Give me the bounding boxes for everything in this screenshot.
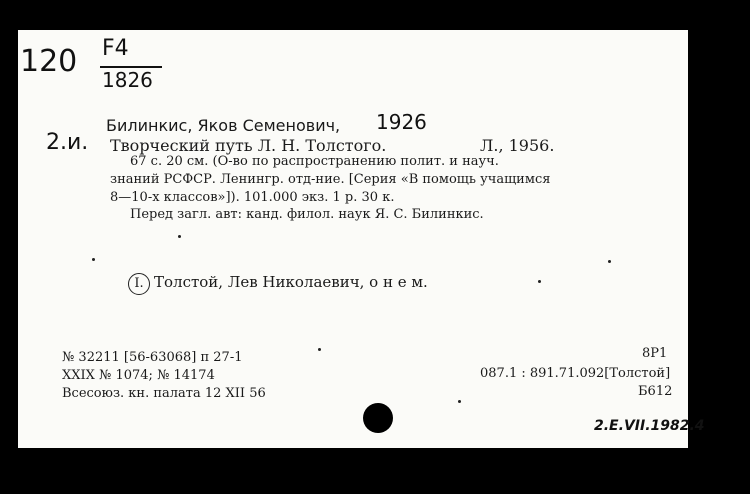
speck: [92, 258, 95, 261]
class-author-mark: Б612: [638, 384, 673, 399]
class-number: 087.1 : 891.71.092[Толстой]: [480, 366, 671, 381]
registry-line-3: Всесоюз. кн. палата 12 XII 56: [62, 386, 266, 401]
description-line-1: 67 с. 20 см. (О-во по распространению полит. и науч.: [130, 154, 499, 169]
handwritten-date-stamp: 2.Е.VII.1982.4: [594, 418, 705, 434]
speck: [458, 400, 461, 403]
speck: [608, 260, 611, 263]
handwritten-note: 2.и.: [46, 130, 89, 155]
author-name: Билинкис, Яков Семенович,: [106, 116, 341, 135]
book-title: Творческий путь Л. Н. Толстого.: [110, 136, 387, 155]
subject-number-marker: I.: [128, 273, 150, 295]
registry-line-2: XXIX № 1074; № 14174: [62, 368, 215, 383]
description-line-3: 8—10-х классов»]). 101.000 экз. 1 р. 30 к.: [110, 190, 395, 205]
handwritten-year: 1926: [376, 110, 427, 134]
catalog-card: [18, 30, 705, 448]
speck: [178, 235, 181, 238]
handwritten-call-number: 120: [20, 44, 78, 79]
ink-blot: [363, 403, 393, 433]
handwritten-code-bottom: 1826: [102, 68, 153, 92]
registry-line-1: № 32211 [56-63068] п 27-1: [62, 350, 243, 365]
subject-heading: [128, 273, 428, 295]
handwritten-code-top: F4: [102, 36, 129, 61]
speck: [318, 348, 321, 351]
speck: [538, 280, 541, 283]
description-line-2: знаний РСФСР. Ленингр. отд-ние. [Серия «В помощь учащимся: [110, 172, 551, 187]
subject-text: Толстой, Лев Николаевич, о н е м.: [154, 273, 428, 291]
description-line-4: Перед загл. авт: канд. филол. наук Я. С. Билинкис.: [130, 207, 484, 222]
class-code: 8P1: [642, 346, 668, 361]
imprint: Л., 1956.: [480, 136, 555, 155]
